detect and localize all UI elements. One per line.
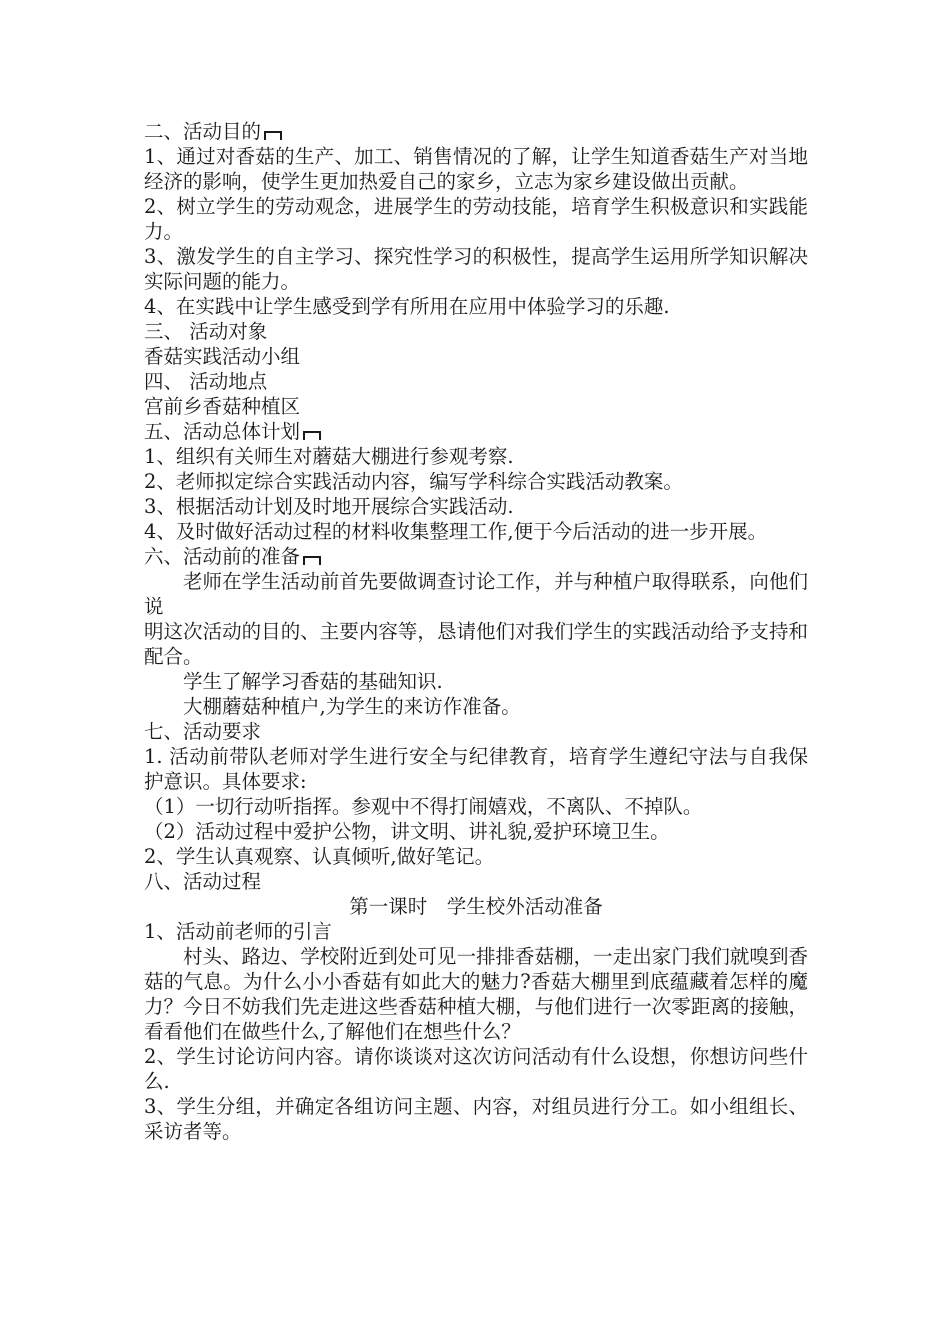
section-heading-requirements: 七、活动要求 xyxy=(144,720,262,743)
process-item-2: 2、学生讨论访问内容。请你谈谈对这次访问活动有什么设想，你想访问些什么. xyxy=(144,1045,808,1093)
plan-item-4: 4、及时做好活动过程的材料收集整理工作,便于今后活动的进一步开展。 xyxy=(144,520,768,543)
lesson-title: 第一课时 学生校外活动准备 xyxy=(349,895,603,918)
section-heading-process: 八、活动过程 xyxy=(144,870,262,893)
section-heading-location: 四、 活动地点 xyxy=(144,370,268,393)
preparation-paragraph-4: 大棚蘑菇种植户,为学生的来访作准备。 xyxy=(183,695,521,718)
plan-item-3: 3、根据活动计划及时地开展综合实践活动. xyxy=(144,495,514,518)
participants-text: 香菇实践活动小组 xyxy=(144,345,301,368)
section-heading-objectives: 二、活动目的 xyxy=(144,119,808,144)
preparation-paragraph-1: 老师在学生活动前首先要做调查讨论工作，并与种植户取得联系，向他们说 xyxy=(144,570,808,618)
objective-item-3: 3、激发学生的自主学习、探究性学习的积极性，提高学生运用所学知识解决实际问题的能力。 xyxy=(144,245,808,293)
plan-item-2: 2、老师拟定综合实践活动内容，编写学科综合实践活动教案。 xyxy=(144,470,683,493)
process-intro-paragraph: 村头、路边、学校附近到处可见一排排香菇棚，一走出家门我们就嗅到香菇的气息。为什么小小香菇有如此大的魅力?香菇大棚里到底蕴藏着怎样的魔力？今日不妨我们先走进这些香菇种植大棚，与他们进行一次零距离的接触，看看他们在做些什么,了解他们在想些什么？ xyxy=(144,945,808,1043)
requirement-subitem-1: （1）一切行动听指挥。参观中不得打闹嬉戏，不离队、不掉队。 xyxy=(144,795,703,818)
preparation-paragraph-3: 学生了解学习香菇的基础知识. xyxy=(183,670,443,693)
process-item-3: 3、学生分组，并确定各组访问主题、内容，对组员进行分工。如小组组长、采访者等。 xyxy=(144,1095,808,1143)
objective-item-2: 2、树立学生的劳动观念，进展学生的劳动技能，培育学生积极意识和实践能力。 xyxy=(144,195,808,243)
section-heading-plan: 五、活动总体计划 xyxy=(144,419,808,444)
process-item-1: 1、活动前老师的引言 xyxy=(144,920,332,943)
location-text: 宫前乡香菇种植区 xyxy=(144,395,301,418)
plan-item-1: 1、组织有关师生对蘑菇大棚进行参观考察. xyxy=(144,445,514,468)
preparation-paragraph-2: 明这次活动的目的、主要内容等，恳请他们对我们学生的实践活动给予支持和配合。 xyxy=(144,620,808,668)
objective-item-4: 4、在实践中让学生感受到学有所用在应用中体验学习的乐趣. xyxy=(144,295,670,318)
requirement-item-2: 2、学生认真观察、认真倾听,做好笔记。 xyxy=(144,845,495,868)
section-heading-preparation: 六、活动前的准备 xyxy=(144,544,808,569)
return-mark-icon xyxy=(303,431,321,440)
objective-item-1: 1、通过对香菇的生产、加工、销售情况的了解，让学生知道香菇生产对当地经济的影响，使学生更加热爱自己的家乡，立志为家乡建设做出贡献。 xyxy=(144,145,808,193)
requirement-item-1: 1. 活动前带队老师对学生进行安全与纪律教育，培育学生遵纪守法与自我保护意识。具体要求: xyxy=(144,745,808,793)
requirement-subitem-2: （2）活动过程中爱护公物，讲文明、讲礼貌,爱护环境卫生。 xyxy=(144,820,670,843)
return-mark-icon xyxy=(264,131,282,140)
return-mark-icon xyxy=(303,556,321,565)
document-page xyxy=(144,119,808,1144)
section-heading-participants: 三、 活动对象 xyxy=(144,320,268,343)
